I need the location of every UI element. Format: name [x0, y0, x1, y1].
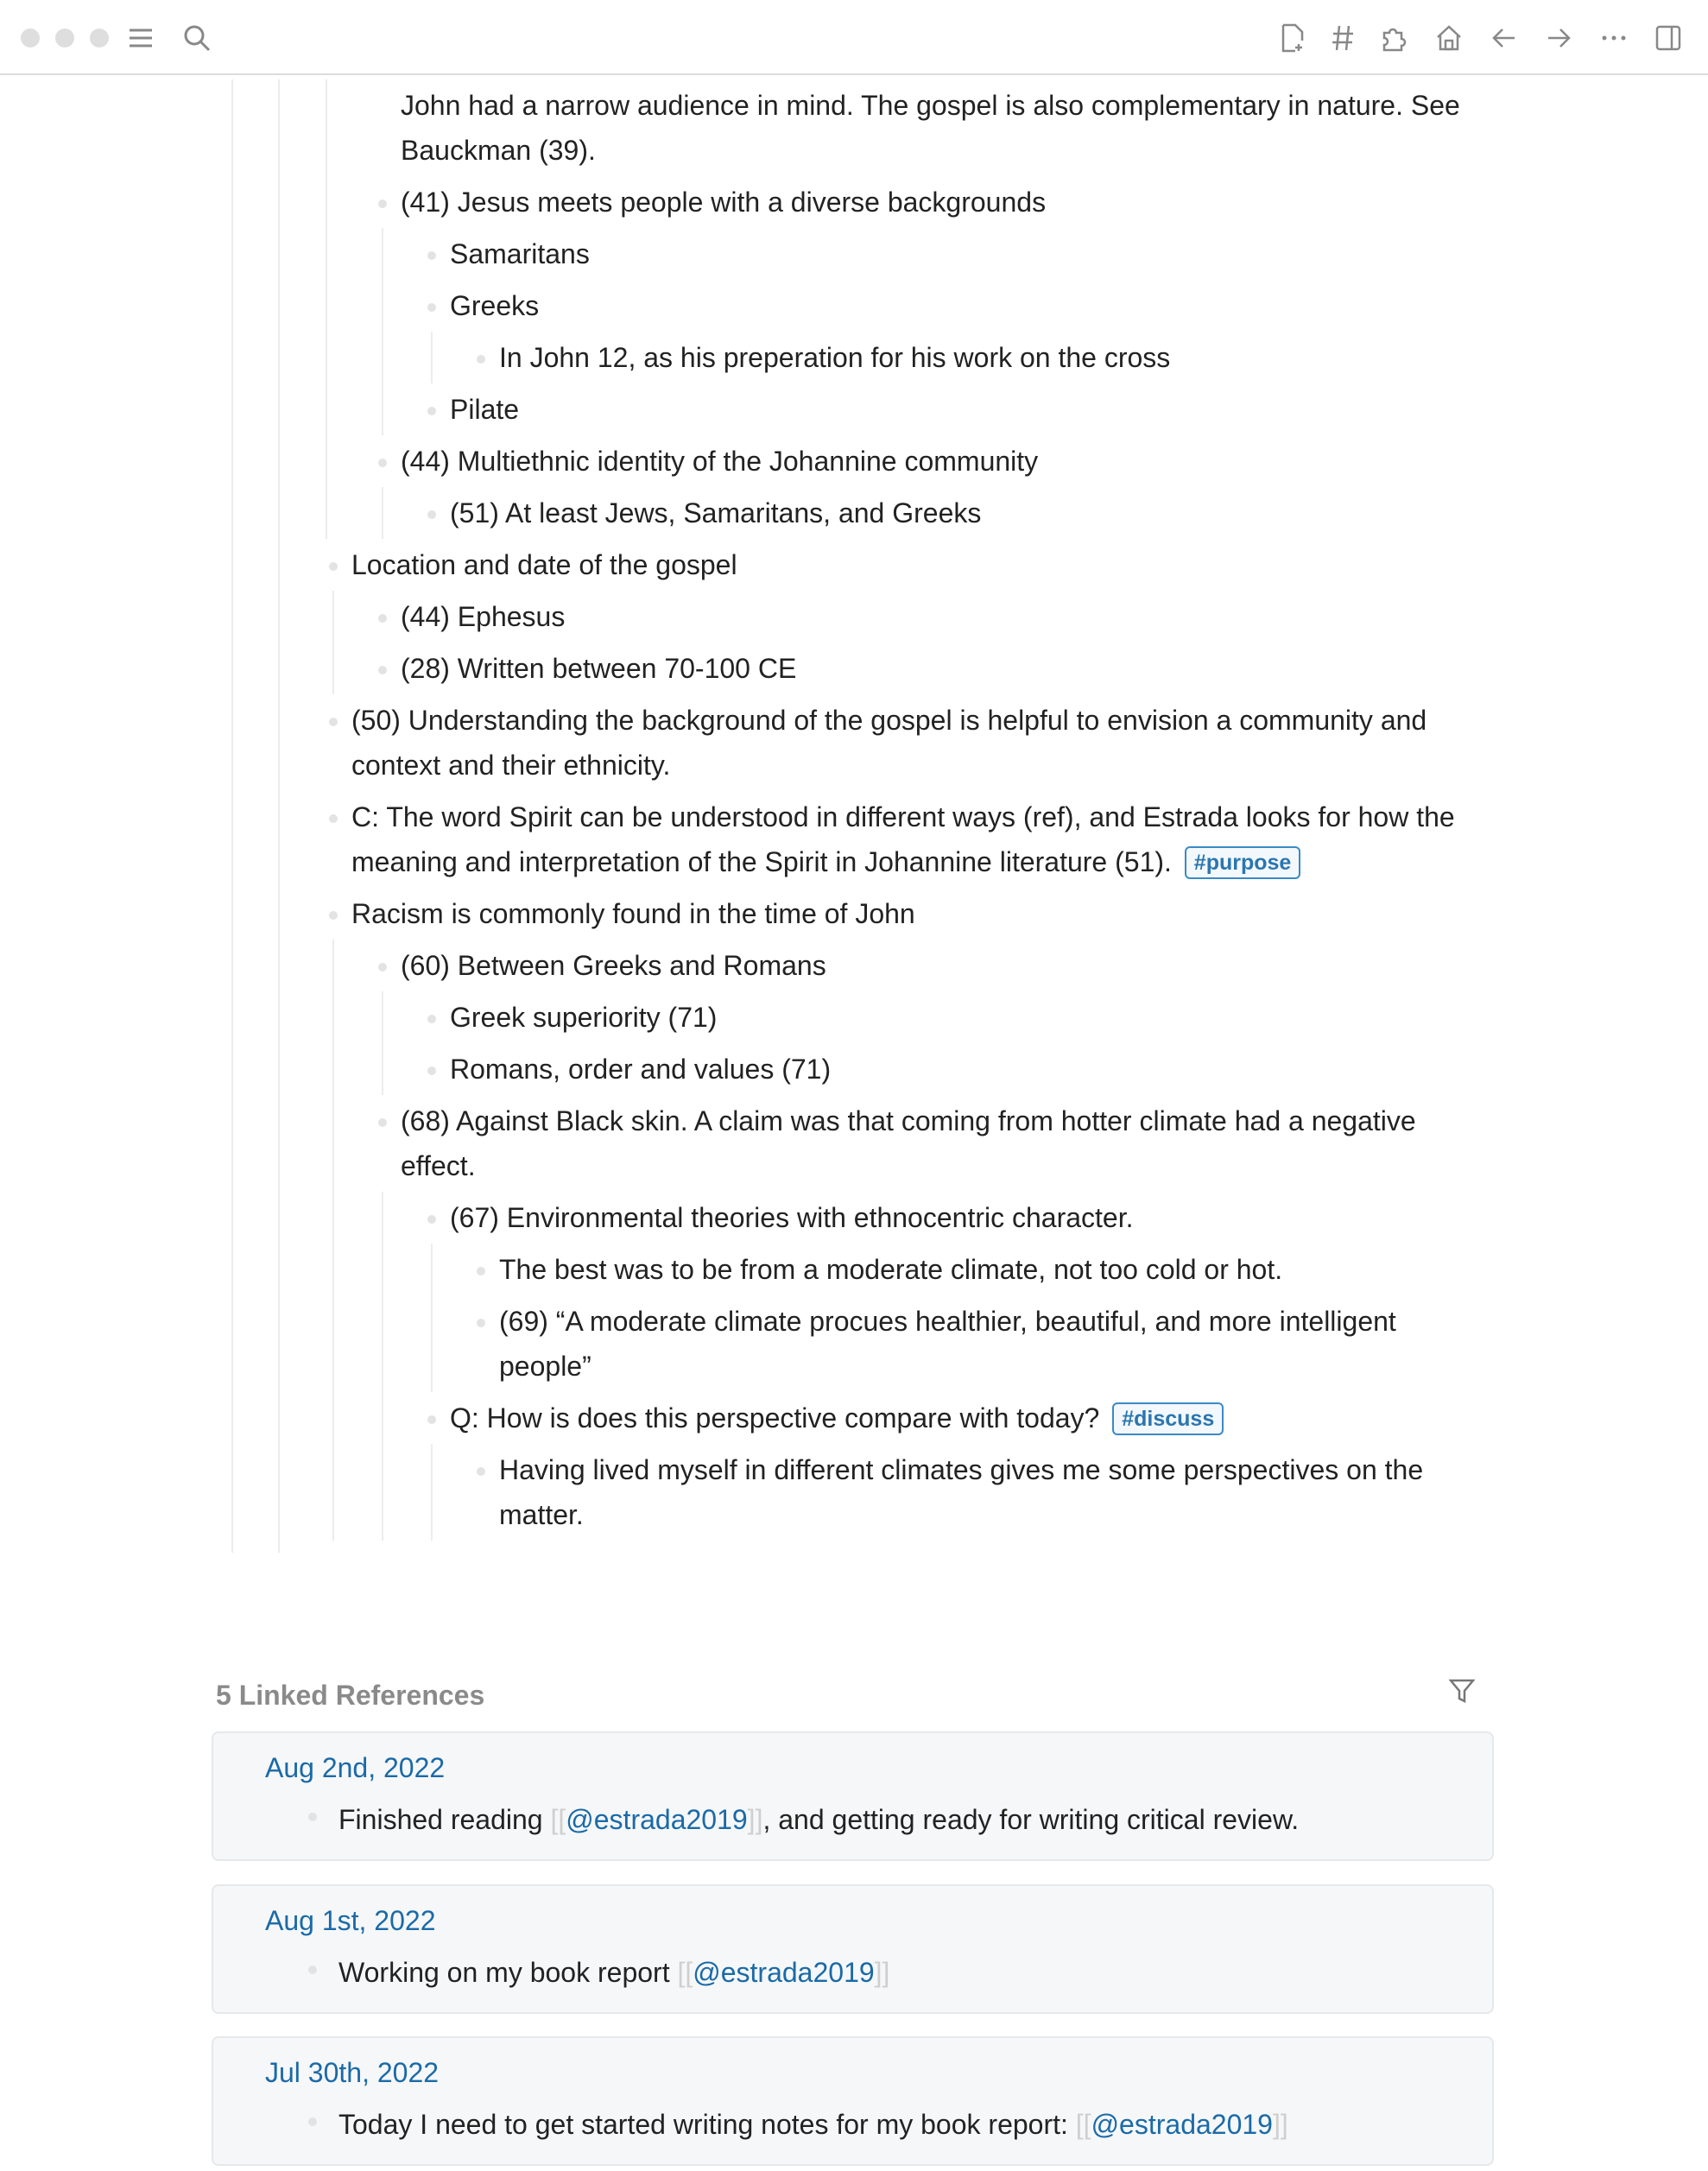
bullet-icon[interactable]	[427, 1415, 436, 1424]
outline-block	[375, 176, 1492, 435]
link-bracket-close: ]]	[747, 1804, 763, 1835]
link-bracket-close: ]]	[874, 1957, 890, 1988]
block-children	[382, 1192, 1492, 1541]
block-text: John had a narrow audience in mind. The gospel is also complementary in nature. See Bauckman (39).	[401, 90, 1460, 166]
block-row[interactable]	[375, 940, 1492, 991]
outline-block	[473, 1244, 1492, 1295]
page-reference-link[interactable]: @estrada2019	[693, 1957, 875, 1988]
block-row[interactable]	[375, 435, 1492, 487]
block-text: (28) Written between 70-100 CE	[401, 653, 797, 684]
reference-block-text[interactable]	[338, 1797, 1299, 1842]
block-row[interactable]	[424, 487, 1492, 539]
bullet-icon[interactable]	[378, 614, 387, 623]
outline-block	[424, 1392, 1492, 1541]
bullet-icon[interactable]	[427, 407, 436, 415]
block-text: (60) Between Greeks and Romans	[401, 950, 826, 981]
block-text: (44) Multiethnic identity of the Johannine community	[401, 446, 1039, 477]
new-page-icon[interactable]	[1275, 21, 1310, 55]
block-text: (69) “A moderate climate procues healthier, beautiful, and more intelligent people”	[499, 1306, 1396, 1382]
outline-nested	[278, 79, 1492, 1553]
bullet-icon[interactable]	[329, 911, 338, 920]
block-text: (44) Ephesus	[401, 601, 566, 632]
block-text: (51) At least Jews, Samaritans, and Greeks	[450, 497, 982, 529]
block-children	[431, 1444, 1492, 1541]
block-text: Location and date of the gospel	[351, 549, 737, 580]
reference-date-link[interactable]: Jul 30th, 2022	[265, 2057, 440, 2088]
link-bracket-open: [[	[677, 1957, 693, 1988]
bullet-icon[interactable]	[308, 1813, 317, 1821]
block-row[interactable]	[375, 79, 1492, 176]
puzzle-icon[interactable]	[1376, 21, 1411, 55]
outline-block	[326, 888, 1492, 1541]
bullet-icon[interactable]	[477, 1467, 485, 1476]
window-close-dot[interactable]	[21, 28, 40, 47]
bullet-icon[interactable]	[378, 459, 387, 467]
bullet-icon[interactable]	[427, 251, 436, 260]
link-bracket-open: [[	[1075, 2109, 1091, 2140]
outline-block	[375, 435, 1492, 539]
block-text: Greek superiority (71)	[450, 1002, 718, 1033]
block-row[interactable]	[473, 332, 1492, 383]
outline-block	[473, 1295, 1492, 1392]
reference-date-link[interactable]: Aug 2nd, 2022	[265, 1752, 446, 1783]
arrow-left-icon[interactable]	[1487, 21, 1521, 55]
window-minimize-dot[interactable]	[55, 28, 74, 47]
block-children	[332, 940, 1492, 1541]
block-text: (50) Understanding the background of the gospel is helpful to envision a community and context and their ethnicity.	[351, 705, 1427, 781]
block-row[interactable]	[375, 591, 1492, 642]
block-text: Greeks	[450, 290, 540, 321]
outline-block	[375, 1095, 1492, 1541]
outline-block	[424, 1043, 1492, 1095]
outline-block	[326, 539, 1492, 694]
block-row[interactable]	[326, 791, 1492, 888]
arrow-right-icon[interactable]	[1541, 21, 1576, 55]
outline-block	[424, 991, 1492, 1043]
outline-block	[424, 228, 1492, 280]
block-text: (68) Against Black skin. A claim was that coming from hotter climate had a negative effect.	[401, 1105, 1416, 1181]
block-text: C: The word Spirit can be understood in different ways (ref), and Estrada looks for how the meaning and interpretation of the Spirit in Johannine literature (51).	[351, 801, 1455, 877]
block-row[interactable]	[326, 888, 1492, 940]
block-row[interactable]	[424, 228, 1492, 280]
reference-block-text[interactable]	[338, 1950, 889, 1995]
outline-block	[424, 383, 1492, 435]
block-children	[431, 1244, 1492, 1392]
block-text: The best was to be from a moderate climate, not too cold or hot.	[499, 1254, 1283, 1285]
block-row[interactable]	[375, 1095, 1492, 1192]
linked-references-title: 5 Linked References	[216, 1680, 485, 1711]
block-text: Having lived myself in different climates gives me some perspectives on the matter.	[499, 1454, 1424, 1530]
block-row[interactable]	[375, 642, 1492, 694]
bullet-icon[interactable]	[427, 1015, 436, 1023]
bullet-icon[interactable]	[329, 718, 338, 726]
block-row[interactable]	[424, 991, 1492, 1043]
bullet-icon[interactable]	[427, 1067, 436, 1075]
reference-text-before: Working on my book report	[338, 1957, 678, 1988]
reference-card	[212, 1884, 1494, 2014]
bullet-icon[interactable]	[378, 199, 387, 208]
block-row[interactable]	[473, 1244, 1492, 1295]
reference-card	[212, 1731, 1494, 1861]
block-text: In John 12, as his preperation for his work on the cross	[499, 342, 1171, 373]
link-bracket-close: ]]	[1272, 2109, 1288, 2140]
filter-icon[interactable]	[1449, 1678, 1475, 1708]
outline-block	[326, 694, 1492, 791]
bullet-icon[interactable]	[427, 1215, 436, 1224]
outline-block	[375, 940, 1492, 1095]
search-icon[interactable]	[180, 21, 214, 55]
linked-references	[212, 1671, 1494, 2140]
outline-block	[424, 487, 1492, 539]
bullet-icon[interactable]	[378, 666, 387, 674]
outline-block	[424, 1192, 1492, 1392]
block-children	[382, 228, 1492, 435]
bullet-icon[interactable]	[378, 963, 387, 972]
outline-block	[424, 280, 1492, 383]
block-text: (67) Environmental theories with ethnocentric character.	[450, 1202, 1134, 1233]
bullet-icon[interactable]	[329, 814, 338, 823]
block-children	[326, 79, 1492, 539]
block-children	[332, 591, 1492, 694]
toolbar	[0, 0, 1708, 75]
bullet-icon[interactable]	[427, 303, 436, 312]
block-children	[382, 991, 1492, 1095]
bullet-icon[interactable]	[308, 2117, 317, 2126]
bullet-icon[interactable]	[477, 1267, 485, 1275]
block-row[interactable]	[424, 1392, 1492, 1444]
outline-block	[473, 1444, 1492, 1541]
outline	[231, 79, 1492, 1553]
page-reference-link[interactable]: @estrada2019	[1091, 2109, 1273, 2140]
reference-date-link[interactable]: Aug 1st, 2022	[265, 1905, 436, 1936]
bullet-icon[interactable]	[329, 562, 338, 571]
tag-link[interactable]: #purpose	[1185, 846, 1301, 879]
bullet-icon[interactable]	[477, 1319, 485, 1327]
block-text: (41) Jesus meets people with a diverse backgrounds	[401, 187, 1047, 218]
block-children	[382, 487, 1492, 539]
block-text: Romans, order and values (71)	[450, 1054, 832, 1085]
sidebar-toggle-icon[interactable]	[1651, 21, 1686, 55]
block-row[interactable]	[424, 383, 1492, 435]
bullet-icon[interactable]	[427, 510, 436, 519]
outline-block	[375, 79, 1492, 176]
window-maximize-dot[interactable]	[90, 28, 109, 47]
reference-card	[212, 2036, 1494, 2166]
block-row[interactable]	[473, 1444, 1492, 1541]
outline-block	[326, 791, 1492, 888]
block-row[interactable]	[375, 176, 1492, 228]
reference-text-before: Today I need to get started writing notes for my book report:	[338, 2109, 1076, 2140]
block-row[interactable]	[326, 539, 1492, 591]
block-row[interactable]	[424, 1043, 1492, 1095]
block-text: Pilate	[450, 394, 520, 425]
block-row[interactable]	[424, 1192, 1492, 1244]
home-icon[interactable]	[1432, 21, 1466, 55]
menu-icon[interactable]	[123, 21, 158, 55]
block-children	[431, 332, 1492, 383]
bullet-icon[interactable]	[477, 355, 485, 364]
bullet-icon[interactable]	[308, 1965, 317, 1974]
reference-text-before: Finished reading	[338, 1804, 551, 1835]
block-row[interactable]	[326, 694, 1492, 791]
block-text: Racism is commonly found in the time of John	[351, 898, 915, 929]
block-text: Samaritans	[450, 238, 590, 269]
reference-text-after: , and getting ready for writing critical review.	[762, 1804, 1300, 1835]
page-reference-link[interactable]: @estrada2019	[566, 1804, 748, 1835]
link-bracket-open: [[	[550, 1804, 566, 1835]
tag-link[interactable]: #discuss	[1112, 1402, 1224, 1435]
hash-icon[interactable]	[1325, 21, 1360, 55]
more-icon[interactable]	[1597, 21, 1631, 55]
outline-block	[375, 642, 1492, 694]
block-row[interactable]	[424, 280, 1492, 332]
block-text: Q: How is does this perspective compare with today?	[450, 1402, 1100, 1434]
block-row[interactable]	[473, 1295, 1492, 1392]
outline-block	[375, 591, 1492, 642]
reference-block-text[interactable]	[338, 2102, 1288, 2147]
outline-block	[473, 332, 1492, 383]
bullet-icon[interactable]	[378, 1118, 387, 1127]
